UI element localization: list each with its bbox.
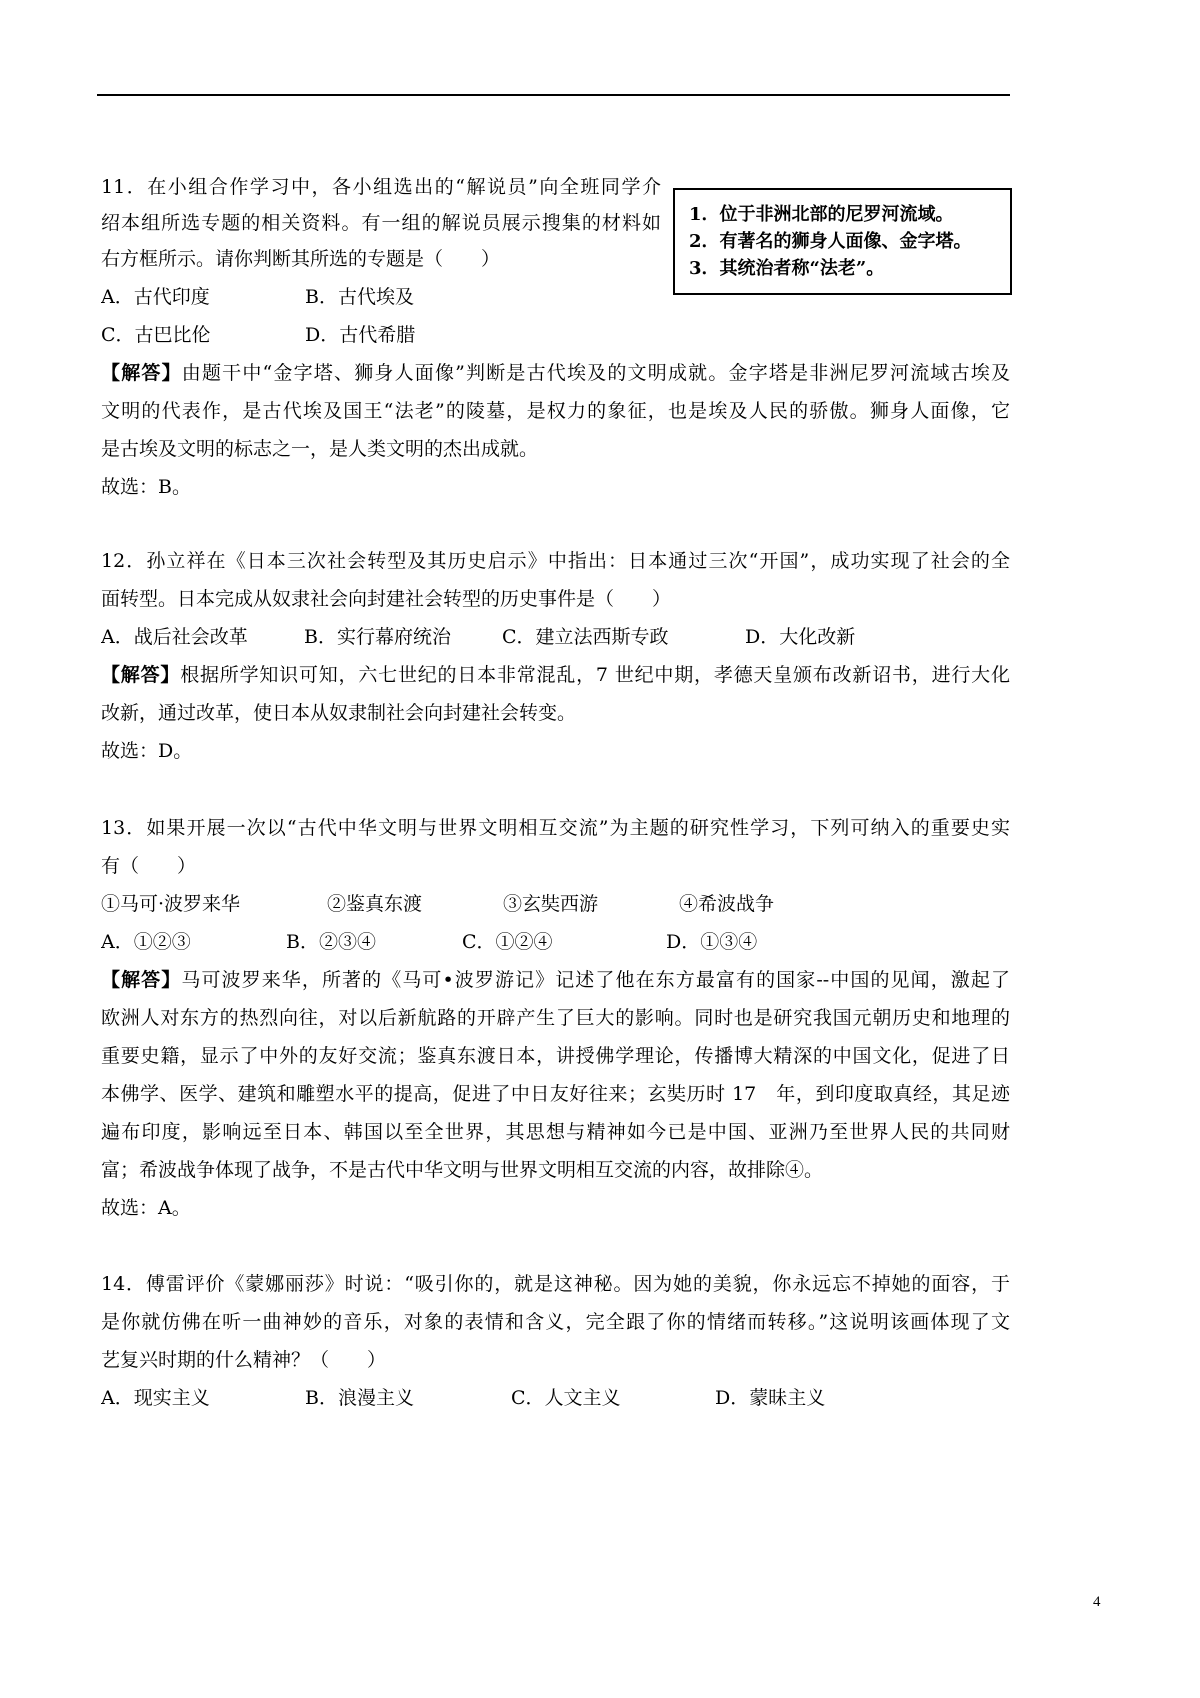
option-b: B．②③④ — [286, 931, 376, 953]
item-1: ①马可·波罗来华 — [101, 893, 241, 915]
answer-line: 重要史籍，显示了中外的友好交流；鉴真东渡日本，讲授佛学理论，传播博大精深的中国文化，促进了日 — [101, 1045, 1010, 1067]
question-11-body — [101, 278, 1010, 506]
answer-line: 欧洲人对东方的热烈向往，对以后新航路的开辟产生了巨大的影响。同时也是研究我国元朝历史和地理的 — [101, 1007, 1010, 1029]
question-stem-line: 11．在小组合作学习中，各小组选出的“解说员”向全班同学介 — [101, 176, 661, 198]
option-b: B．浪漫主义 — [305, 1387, 414, 1409]
answer-line: 是古埃及文明的标志之一，是人类文明的杰出成就。 — [101, 438, 539, 460]
answer-line: 遍布印度，影响远至日本、韩国以至全世界，其思想与精神如今已是中国、亚洲乃至世界人民的共同财 — [101, 1121, 1010, 1143]
answer-line — [101, 656, 1010, 694]
question-13 — [101, 809, 1010, 1227]
page-number: 4 — [1093, 1594, 1101, 1610]
item-2: ②鉴真东渡 — [327, 893, 423, 915]
question-stem-line: 是你就仿佛在听一曲神妙的音乐，对象的表情和含义，完全跟了你的情绪而转移。”这说明该画体现了文 — [101, 1311, 1010, 1333]
option-d: D．古代希腊 — [305, 324, 416, 346]
answer-text: 由题干中“金字塔、狮身人面像”判断是古代埃及的文明成就。金字塔是非洲尼罗河流域古埃及 — [181, 362, 1010, 384]
option-a: A．战后社会改革 — [101, 626, 248, 648]
options-row — [101, 278, 1010, 316]
item-3: ③玄奘西游 — [503, 893, 599, 915]
answer-label: 【解答】 — [101, 362, 182, 384]
question-stem-line: 14．傅雷评价《蒙娜丽莎》时说：“吸引你的，就是这神秘。因为她的美貌，你永远忘不掉她的面容，于 — [101, 1273, 1010, 1295]
question-14 — [101, 1265, 1010, 1417]
answer-line — [101, 961, 1010, 999]
answer-text: 根据所学知识可知，六七世纪的日本非常混乱，7 世纪中期，孝德天皇颁布改新诏书，进行大化 — [180, 664, 1010, 686]
question-stem-line: 13．如果开展一次以“古代中华文明与世界文明相互交流”为主题的研究性学习，下列可纳入的重要史实 — [101, 817, 1010, 839]
options-row — [101, 1379, 1010, 1417]
material-box-line: 1．位于非洲北部的尼罗河流域。 — [689, 204, 954, 225]
answer-text: 马可波罗来华，所著的《马可•波罗游记》记述了他在东方最富有的国家--中国的见闻，激起了 — [181, 969, 1010, 991]
option-a: A．现实主义 — [101, 1387, 210, 1409]
question-11-stem — [101, 169, 661, 277]
question-stem-line: 12．孙立祥在《日本三次社会转型及其历史启示》中指出：日本通过三次“开国”，成功实现了社会的全 — [101, 550, 1010, 572]
question-stem-line: 有（ ） — [101, 855, 197, 877]
answer-line: 改新，通过改革，使日本从奴隶制社会向封建社会转变。 — [101, 702, 577, 724]
question-stem-line: 艺复兴时期的什么精神？（ ） — [101, 1349, 387, 1371]
answer-choice: 故选：D。 — [101, 740, 193, 762]
answer-choice: 故选：A。 — [101, 1197, 191, 1219]
header-rule — [97, 94, 1010, 96]
option-c: C．①②④ — [462, 931, 553, 953]
answer-line: 富；希波战争体现了战争，不是古代中华文明与世界文明相互交流的内容，故排除④。 — [101, 1159, 824, 1181]
answer-choice: 故选：B。 — [101, 476, 191, 498]
options-row — [101, 923, 1010, 961]
option-d: D．①③④ — [666, 931, 758, 953]
answer-line: 本佛学、医学、建筑和雕塑水平的提高，促进了中日友好往来；玄奘历时 17 年，到印度取真经，其足迹 — [101, 1083, 1010, 1105]
option-d: D．大化改新 — [745, 626, 856, 648]
question-12 — [101, 542, 1010, 770]
option-c: C．人文主义 — [511, 1387, 621, 1409]
options-row — [101, 316, 1010, 354]
option-a: A．古代印度 — [101, 286, 210, 308]
question-stem-line: 绍本组所选专题的相关资料。有一组的解说员展示搜集的材料如 — [101, 212, 661, 234]
option-b: B．古代埃及 — [305, 286, 414, 308]
answer-label: 【解答】 — [101, 664, 181, 686]
answer-line: 文明的代表作，是古代埃及国王“法老”的陵墓，是权力的象征，也是埃及人民的骄傲。狮身人面像，它 — [101, 400, 1010, 422]
item-4: ④希波战争 — [679, 893, 775, 915]
answer-label: 【解答】 — [101, 969, 182, 991]
material-box-line: 2．有著名的狮身人面像、金字塔。 — [689, 231, 972, 252]
option-c: C．建立法西斯专政 — [502, 626, 669, 648]
material-box-line: 3．其统治者称“法老”。 — [689, 258, 885, 279]
option-a: A．①②③ — [101, 931, 191, 953]
question-stem-line: 右方框所示。请你判断其所选的专题是（ ） — [101, 248, 501, 270]
question-stem-line: 面转型。日本完成从奴隶社会向封建社会转型的历史事件是（ ） — [101, 588, 672, 610]
option-d: D．蒙昧主义 — [715, 1387, 826, 1409]
option-c: C．古巴比伦 — [101, 324, 211, 346]
option-b: B．实行幕府统治 — [304, 626, 451, 648]
answer-line — [101, 354, 1010, 392]
options-row — [101, 618, 1010, 656]
items-row — [101, 885, 1010, 923]
